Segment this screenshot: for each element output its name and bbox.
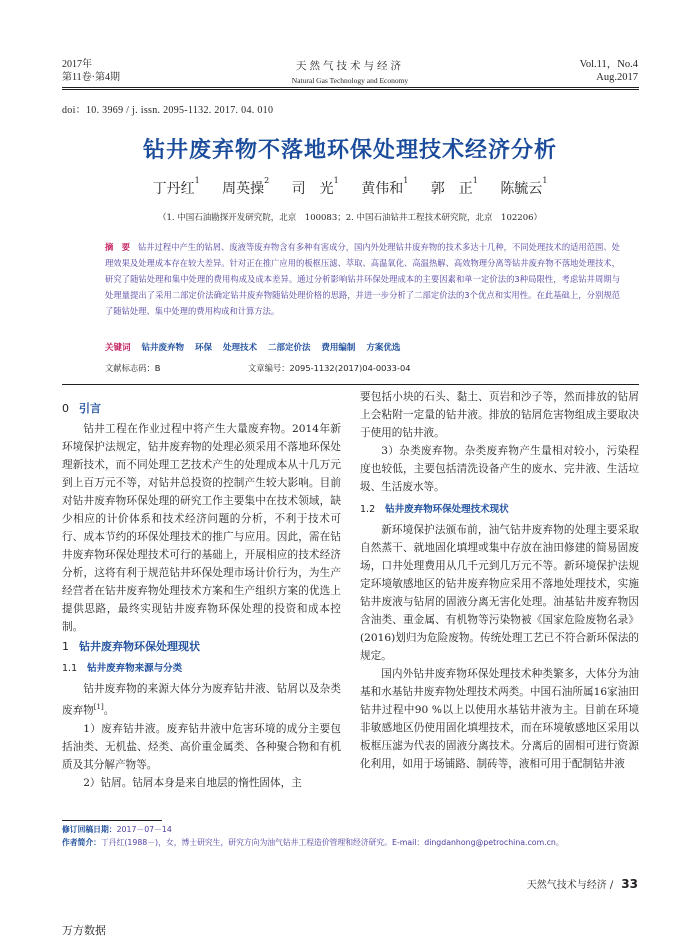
footnote [62,823,639,849]
paragraph: 3）杂类废弃物。杂类废弃物产生量相对较小，污染程度也较低，主要包括清洗设备产生的废水、完井液、生活垃圾、生活废水等。 [360,445,639,493]
header-volume-cn: 第11卷·第4期 [62,72,120,83]
affiliation: （1. 中国石油勘探开发研究院，北京 100083；2. 中国石油钻井工程技术研究院，北京 102206） [157,213,543,223]
paragraph: 钻井废弃物的来源大体分为废弃钻井液、钻屑以及杂类废弃物[1]。 [62,683,341,717]
header-date-en: Aug.2017 [596,72,638,83]
wanfang-watermark: 万方数据 [62,924,106,937]
author: 司 光$^1$ [291,176,339,197]
abstract-text: 钻井过程中产生的钻屑、废液等废弃物含有多种有害成分，国内外处理钻井废弃物的技术多达十几种，不同处理技术的适用范围、处理效果及处理成本存在较大差异。针对正在推广应用的板框压滤、萃取、高温氧化、高温热解、高效物理分离等钻井废弃物不落地处理技术，研究了随钻处理和集中处理的费用构成及成本差异。通过分析影响钻井环保处理成本的主要因素和单一定价法的3种局限性，考虑钻井周期与处理量提出了采用二部定价法确定钻井废弃物随钻处理价格的思路，并进一步分析了二部定价法的3个优点和实用性。在此基础上，分别规范了随钻处理、集中处理的费用构成和计算方法。 [105,242,620,316]
journal-name-cn: 天然气技术与经济 [296,60,404,72]
author: 周英操$^2$ [222,176,270,197]
paragraph: 1）废弃钻井液。废弃钻井液中危害环境的成分主要包括油类、无机盐、烃类、高价重金属类、各种聚合物和有机质及其分解产物等。 [62,722,341,771]
keywords-label: 关键词 [105,343,131,353]
footnote-rule [62,820,162,821]
paragraph: 国内外钻井废弃物环保处理技术种类繁多，大体分为油基和水基钻井废弃物处理技术两类。中国石油所属16家油田钻井过程中90 %以上以使用水基钻井液为主。目前在环境非敏感地区仍使用固化填埋技术，而在环境敏感地区采用以板框压滤为代表的固液分离技术。分离后的固相可进行资源化利用，如用于场铺路、制砖等，液相可用于配制钻井液 [360,668,639,770]
footer-journal: 天然气技术与经济 / [526,880,614,891]
doi: doi：10. 3969 / j. issn. 2095-1132. 2017. 04. 010 [62,105,274,116]
keyword: 钻井废弃物 [141,343,184,353]
keyword: 环保 [194,343,212,353]
author-list [0,178,700,198]
abstract [105,239,620,319]
received-date: 修订回稿日期：2017－07－14 [62,825,172,834]
keyword: 二部定价法 [267,343,311,353]
right-column [360,388,639,773]
page-footer [527,876,638,891]
author: 黄伟和$^1$ [361,176,409,197]
header-right [580,58,638,84]
author: 丁丹红$^1$ [152,176,200,197]
paragraph: 2）钻屑。钻屑本身是来自地层的惰性固体，主 [83,776,302,789]
author: 郭 正$^1$ [430,176,478,197]
section-heading-1-2: 1.2 钻井废弃物环保处理技术现状 [360,504,509,515]
page-number: 33 [621,877,638,891]
section-rule [62,384,639,385]
header-year: 2017年 [62,59,92,70]
classification-line [105,362,411,374]
section-heading-1: 1 钻井废弃物环保处理现状 [62,640,200,653]
header-rule-thin [62,89,639,90]
header-volume-en: Vol.11，No.4 [579,59,638,70]
keywords [105,341,408,353]
paragraph: 要包括小块的石头、黏土、页岩和沙子等，然而排放的钻屑上会粘附一定量的钻井液。排放的钻屑危害物组成主要取决于使用的钻井液。 [360,391,639,439]
section-heading-0: 0 引言 [62,402,101,415]
paper-title: 钻井废弃物不落地环保处理技术经济分析 [142,138,557,163]
document-code: 文献标志码：B [105,363,161,373]
keyword: 处理技术 [222,343,257,353]
section-heading-1-1: 1.1 钻井废弃物来源与分类 [62,663,183,674]
article-number: 文章编号：2095-1132(2017)04-0033-04 [248,363,411,373]
paragraph: 新环境保护法颁布前，油气钻井废弃物的处理主要采取自然蒸干、就地固化填埋或集中存放在油田修建的简易固废场，口井处理费用从几千元到几万元不等。新环境保护法规定环境敏感地区的钻井废弃物应采用不落地处理技术，实施钻井废液与钻屑的固液分离无害化处理。油基钻井废弃物因含油类、重金属、有机物等污染物被《国家危险废物名录》(2016)划归为危险废物。传统处理工艺已不符合新环保法的规定。 [360,524,639,662]
journal-name-en: Natural Gas Technology and Economy [291,76,409,85]
author: 陈毓云$^1$ [500,176,548,197]
header-rule [62,87,639,88]
left-column [62,398,341,792]
author-bio: 作者简介：丁丹红(1988－)，女，博士研究生，研究方向为油气钻井工程造价管理和经济研究。E-mail：dingdanhong@petrochina.com.cn。 [62,838,564,847]
abstract-label: 摘 要 [105,242,130,252]
paragraph: 钻井工程在作业过程中将产生大量废弃物。2014年新环境保护法规定，钻井废弃物的处理必须采用不落地环保处理新技术，而不同处理工艺技术产生的处理成本从十几万元到上百万元不等，对钻井总投资的控制产生较大影响。目前对钻井废弃物环保处理的研究工作主要集中在技术领域，缺少相应的计价体系和技术经济问题的分析，不利于技术可行、成本节约的环保处理技术的推广与应用。因此，需在钻井废弃物环保处理技术可行的基础上，开展相应的技术经济分析，这将有利于规范钻井环保处理市场计价行为，为生产经营者在钻井废弃物处理技术方案和生产组织方案的优选上提供思路，最终实现钻井废弃物环保处理的投资和成本控制。 [62,423,341,633]
citation: [1] [93,703,104,711]
keyword: 方案优选 [366,343,401,353]
keyword: 费用编制 [321,343,356,353]
